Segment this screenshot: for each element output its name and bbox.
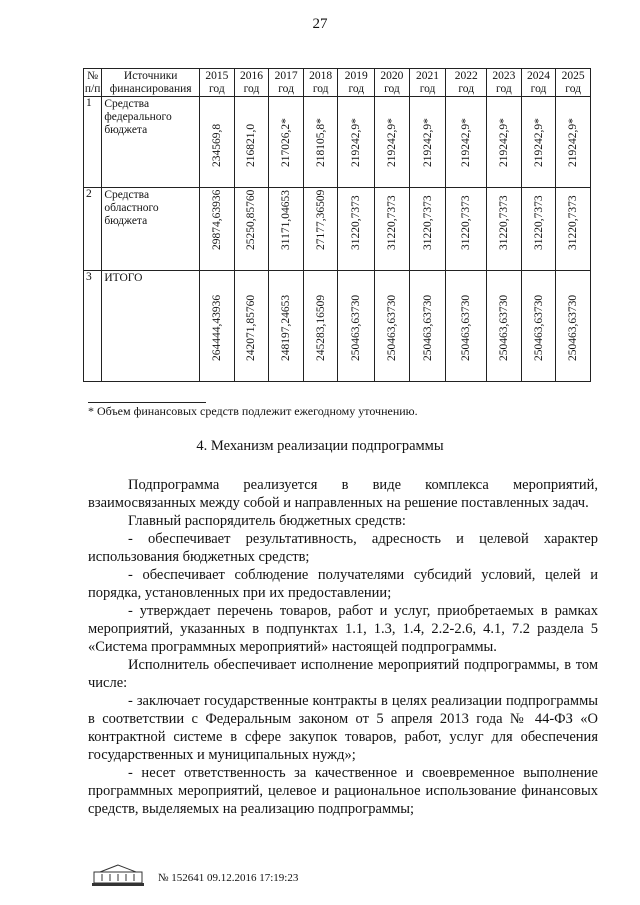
paragraph: - заключает государственные контракты в целях реализации подпрограммы в соответствии с Федеральным законом от 5 апреля 2013 года № 44-ФЗ «О контрактной системе в сфере закупок товаров, работ, услуг для обеспечения государственных и муниципальных нужд»; <box>88 693 598 763</box>
value-text: 31220,7373 <box>497 195 510 250</box>
value-text: 29874,63936 <box>210 189 223 250</box>
header-cell: 2019 год <box>338 69 375 97</box>
value-cell <box>303 97 338 188</box>
value-text: 31220,7373 <box>421 195 434 250</box>
header-cell: 2022 год <box>446 69 487 97</box>
row-number: 2 <box>84 188 102 271</box>
value-cell <box>338 271 375 382</box>
value-cell <box>338 97 375 188</box>
footnote-divider <box>88 402 206 403</box>
value-cell <box>269 97 304 188</box>
header-cell: 2021 год <box>409 69 446 97</box>
value-cell <box>556 97 591 188</box>
header-cell: 2024 год <box>521 69 556 97</box>
value-cell <box>409 271 446 382</box>
header-cell: 2020 год <box>375 69 410 97</box>
value-text: 27177,36509 <box>314 189 327 250</box>
paragraph: Исполнитель обеспечивает исполнение мероприятий подпрограммы, в том числе: <box>88 657 598 691</box>
paragraph: - утверждает перечень товаров, работ и услуг, приобретаемых в рамках мероприятий, указанных в подпунктах 1.1, 1.3, 1.4, 2.2-2.6, 4.1, 7.2 раздела 5 «Система программных мероприятий» настоящей подпрограммы. <box>88 603 598 655</box>
value-cell <box>409 97 446 188</box>
section-title: 4. Механизм реализации подпрограммы <box>196 438 444 454</box>
value-text: 31220,7373 <box>460 195 473 250</box>
paragraph: - обеспечивает соблюдение получателями субсидий условий, целей и порядка, установленных при их предоставлении; <box>88 567 598 601</box>
value-text: 219242,9* <box>350 118 363 167</box>
financing-table <box>83 68 591 382</box>
value-cell <box>200 97 235 188</box>
value-text: 264444,43936 <box>210 294 223 361</box>
source-cell: Средства областного бюджета <box>102 188 200 271</box>
header-cell: 2016 год <box>234 69 269 97</box>
table-row <box>84 271 591 382</box>
header-cell: 2015 год <box>200 69 235 97</box>
value-cell <box>487 188 522 271</box>
header-cell: 2017 год <box>269 69 304 97</box>
value-text: 31220,7373 <box>532 195 545 250</box>
value-cell <box>269 271 304 382</box>
value-cell <box>446 97 487 188</box>
value-cell <box>303 271 338 382</box>
value-text: 31171,04653 <box>280 190 293 250</box>
value-text: 216821,0 <box>245 123 258 167</box>
header-cell: № п/п <box>84 70 101 95</box>
value-cell <box>487 97 522 188</box>
value-cell <box>446 188 487 271</box>
value-text: 219242,9* <box>460 118 473 167</box>
building-stamp-icon <box>92 864 144 886</box>
row-number: 3 <box>84 271 102 382</box>
value-text: 219242,9* <box>497 118 510 167</box>
value-text: 250463,63730 <box>421 294 434 361</box>
value-cell <box>200 188 235 271</box>
header-cell: 2018 год <box>303 69 338 97</box>
header-cell: 2023 год <box>487 69 522 97</box>
value-text: 31220,7373 <box>385 195 398 250</box>
value-text: 219242,9* <box>421 118 434 167</box>
table-row <box>84 97 591 188</box>
header-cell: 2025 год <box>556 69 591 97</box>
value-text: 31220,7373 <box>567 195 580 250</box>
value-text: 245283,16509 <box>314 294 327 361</box>
body-text <box>88 476 598 818</box>
value-cell <box>338 188 375 271</box>
value-cell <box>556 188 591 271</box>
value-text: 250463,63730 <box>567 294 580 361</box>
value-text: 250463,63730 <box>350 294 363 361</box>
value-cell <box>487 271 522 382</box>
value-text: 31220,7373 <box>350 195 363 250</box>
value-cell <box>375 188 410 271</box>
value-text: 248197,24653 <box>280 294 293 361</box>
value-cell <box>234 188 269 271</box>
value-text: 219242,9* <box>532 118 545 167</box>
table-row <box>84 188 591 271</box>
value-cell <box>409 188 446 271</box>
value-text: 219242,9* <box>385 118 398 167</box>
paragraph: - обеспечивает результативность, адресность и целевой характер использования бюджетных средств; <box>88 531 598 565</box>
paragraph: Подпрограмма реализуется в виде комплекса мероприятий, взаимосвязанных между собой и направленных на решение поставленных задач. <box>88 477 598 511</box>
value-cell <box>234 271 269 382</box>
value-cell <box>521 271 556 382</box>
value-cell <box>234 97 269 188</box>
value-cell <box>269 188 304 271</box>
registration-stamp: № 152641 09.12.2016 17:19:23 <box>158 872 299 884</box>
value-cell <box>556 271 591 382</box>
table-header-row <box>84 69 591 97</box>
value-cell <box>200 271 235 382</box>
value-text: 250463,63730 <box>460 294 473 361</box>
header-cell: Источники финансирования <box>102 69 200 97</box>
value-text: 234569,8 <box>210 123 223 167</box>
page-number: 27 <box>312 16 328 32</box>
source-cell: Средства федерального бюджета <box>102 97 200 188</box>
paragraph: Главный распорядитель бюджетных средств: <box>128 513 406 529</box>
source-cell: ИТОГО <box>102 271 200 382</box>
value-text: 217026,2* <box>280 118 293 167</box>
paragraph: - несет ответственность за качественное и своевременное выполнение программных мероприятий, целевое и рациональное использование финансовых средств, выделяемых на реализацию подпрограммы; <box>88 765 598 817</box>
value-text: 250463,63730 <box>497 294 510 361</box>
footnote: * Объем финансовых средств подлежит ежегодному уточнению. <box>88 404 418 418</box>
value-text: 250463,63730 <box>532 294 545 361</box>
row-number: 1 <box>84 97 102 188</box>
value-cell <box>375 271 410 382</box>
value-text: 250463,63730 <box>385 294 398 361</box>
value-text: 242071,85760 <box>245 294 258 361</box>
value-cell <box>446 271 487 382</box>
value-cell <box>521 188 556 271</box>
value-cell <box>303 188 338 271</box>
value-cell <box>375 97 410 188</box>
value-text: 25250,85760 <box>245 189 258 250</box>
value-text: 218105,8* <box>314 118 327 167</box>
value-text: 219242,9* <box>567 118 580 167</box>
value-cell <box>521 97 556 188</box>
